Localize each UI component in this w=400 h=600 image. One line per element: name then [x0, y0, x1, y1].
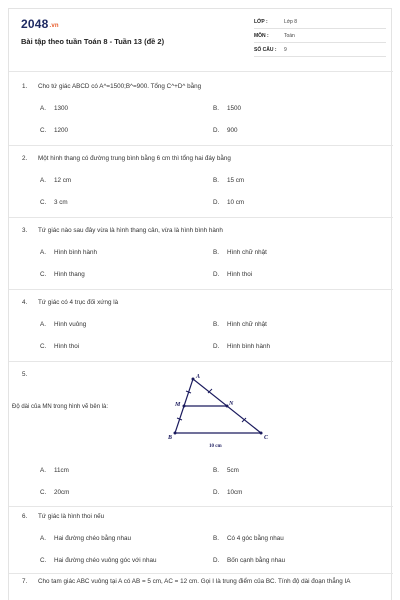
question-6-text: 6. Tứ giác là hình thoi nếu [22, 513, 105, 520]
question-5-triangle-figure [165, 369, 275, 453]
label-base-length: 10 cm [209, 444, 222, 449]
question-5-number: 5. [22, 371, 28, 378]
question-2-option-d[interactable]: D. 10 cm [213, 199, 245, 206]
meta-count-value: 9 [284, 47, 287, 53]
question-5-option-b[interactable]: B. 5cm [213, 467, 239, 474]
question-1-option-d[interactable]: D. 900 [213, 127, 238, 134]
meta-count-label: SỐ CÂU : [254, 47, 277, 53]
question-1-option-c[interactable]: C. 1200 [40, 127, 69, 134]
point-b [174, 432, 177, 435]
worksheet-page [8, 8, 392, 600]
question-5-option-d[interactable]: D. 10cm [213, 489, 243, 496]
question-1-option-b[interactable]: B. 1500 [213, 105, 242, 112]
label-m: M [175, 402, 181, 408]
question-3-option-b[interactable]: B. Hình chữ nhật [213, 249, 267, 256]
meta-class-label: LỚP : [254, 19, 268, 25]
question-5-option-a[interactable]: A. 11cm [40, 467, 69, 474]
point-a [192, 378, 195, 381]
question-6-option-a[interactable]: A. Hai đường chéo bằng nhau [40, 535, 131, 542]
question-divider [9, 145, 393, 146]
question-2-text: 2. Một hình thang có đường trung bình bằng 6 cm thì tổng hai đáy bằng [22, 155, 231, 162]
meta-count [254, 45, 386, 57]
meta-subject-value: Toán [284, 33, 295, 39]
question-4-option-b[interactable]: B. Hình chữ nhật [213, 321, 267, 328]
question-6-option-b[interactable]: B. Có 4 góc bằng nhau [213, 535, 284, 542]
worksheet-title: Bài tập theo tuần Toán 8 - Tuần 13 (đề 2) [21, 37, 165, 46]
point-m [183, 405, 186, 408]
meta-subject-label: MÔN : [254, 33, 269, 39]
question-6-option-c[interactable]: C. Hai đường chéo vuông góc với nhau [40, 557, 157, 564]
point-c [260, 432, 263, 435]
question-7-text: 7. Cho tam giác ABC vuông tại A có AB = 5 cm, AC = 12 cm. Gọi I là trung điểm của BC. Tính độ dài đoạn thẳng IA [22, 578, 351, 585]
question-divider [9, 506, 393, 507]
meta-class-value: Lớp 8 [284, 19, 298, 25]
question-divider [9, 289, 393, 290]
question-divider [9, 217, 393, 218]
label-c: C [264, 435, 269, 441]
question-3-option-c[interactable]: C. Hình thang [40, 271, 85, 278]
question-5-option-c[interactable]: C. 20cm [40, 489, 70, 496]
worksheet-header [9, 9, 393, 71]
meta-subject [254, 31, 386, 43]
question-1-option-a[interactable]: A. 1300 [40, 105, 69, 112]
question-4-option-a[interactable]: A. Hình vuông [40, 321, 87, 328]
question-6-option-d[interactable]: D. Bốn cạnh bằng nhau [213, 557, 286, 564]
question-2-option-a[interactable]: A. 12 cm [40, 177, 72, 184]
label-b: B [168, 435, 173, 441]
question-4-text: 4. Tứ giác có 4 trục đối xứng là [22, 299, 119, 306]
question-3-option-a[interactable]: A. Hình bình hành [40, 249, 98, 256]
site-logo[interactable]: 2048.vn [21, 17, 59, 31]
question-divider [9, 361, 393, 362]
question-divider [9, 573, 393, 574]
question-2-option-b[interactable]: B. 15 cm [213, 177, 245, 184]
question-4-option-c[interactable]: C. Hình thoi [40, 343, 80, 350]
question-4-option-d[interactable]: D. Hình bình hành [213, 343, 271, 350]
question-2-option-c[interactable]: C. 3 cm [40, 199, 68, 206]
label-a: A [196, 374, 201, 380]
meta-class [254, 17, 386, 29]
question-5-text: Độ dài của MN trong hình vẽ bên là: [12, 404, 109, 410]
label-n: N [229, 401, 234, 407]
question-3-option-d[interactable]: D. Hình thoi [213, 271, 253, 278]
header-divider [9, 71, 393, 72]
question-1-text: 1. Cho tứ giác ABCD có A^=1500;B^=900. Tổng C^+D^ bằng [22, 83, 202, 90]
question-3-text: 3. Tứ giác nào sau đây vừa là hình thang cân, vừa là hình bình hành [22, 227, 223, 234]
